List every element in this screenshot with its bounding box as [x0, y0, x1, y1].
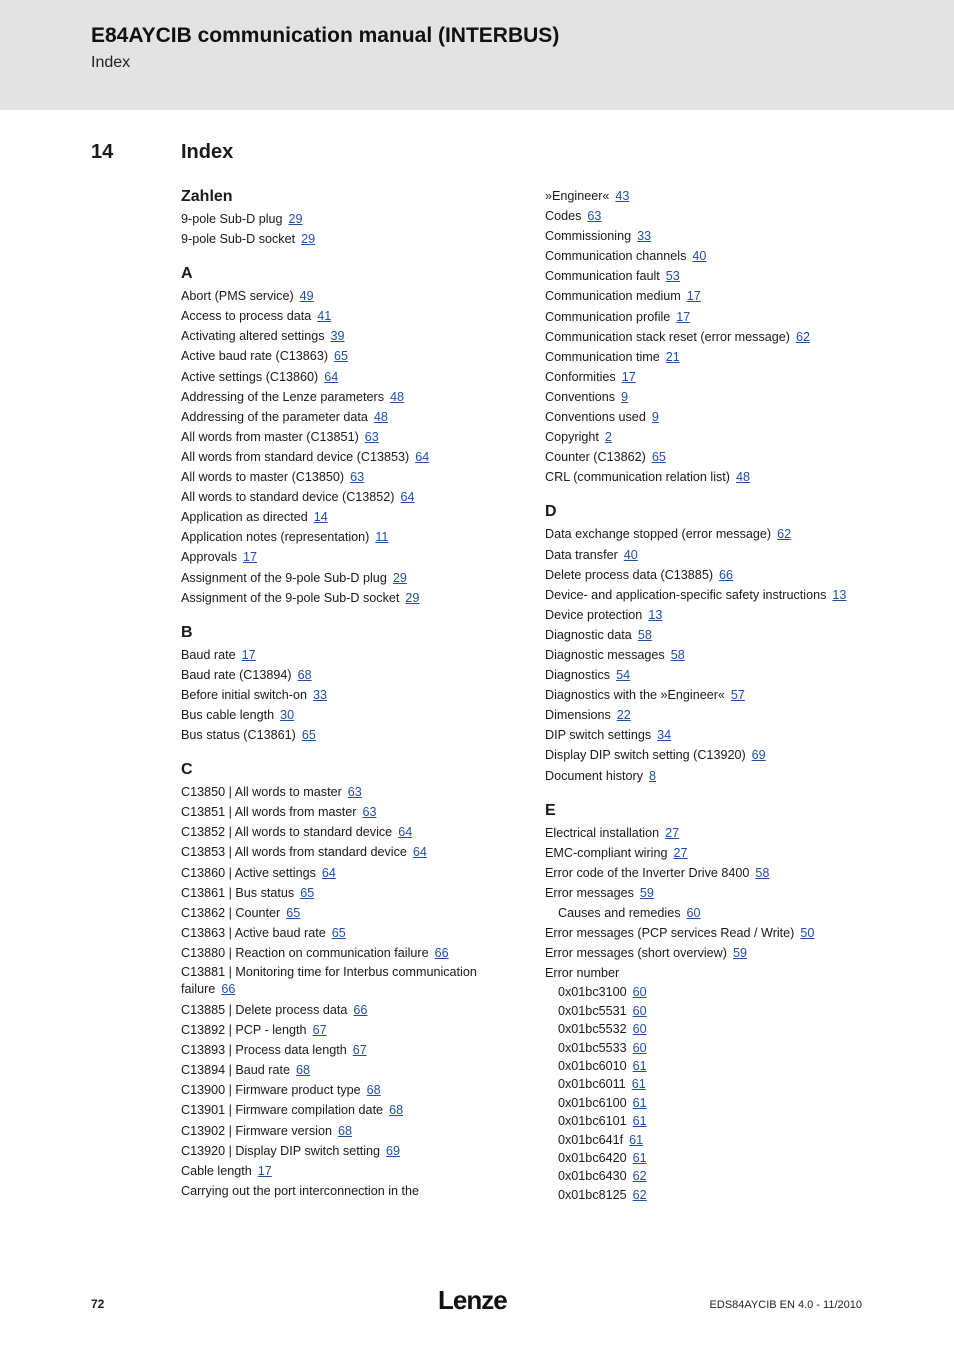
index-entry-text: C13862 | Counter [181, 905, 281, 920]
index-entry [545, 407, 885, 427]
index-entry [545, 1186, 885, 1204]
index-entry [181, 367, 511, 387]
index-entry [181, 1100, 511, 1120]
page-reference-link[interactable]: 29 [288, 212, 303, 226]
index-entry-text: Conventions [545, 389, 616, 404]
page-reference-link[interactable]: 63 [362, 805, 377, 820]
page-reference-link[interactable]: 48 [736, 470, 751, 485]
index-entry [545, 524, 885, 544]
index-letter-heading: A [181, 265, 193, 283]
index-entry-text: Data exchange stopped (error message) [545, 527, 772, 542]
index-entry [181, 802, 511, 822]
index-entry-text: 0x01bc5532 [558, 1022, 627, 1037]
index-entry-text: Conformities [545, 369, 616, 384]
page-reference-link[interactable]: 49 [299, 289, 314, 304]
index-entry-text: Counter (C13862) [545, 450, 646, 465]
index-entry [181, 923, 511, 943]
page-reference-link[interactable]: 66 [353, 1003, 368, 1017]
index-entry [181, 863, 511, 883]
page-reference-link[interactable]: 61 [631, 1077, 646, 1092]
page-reference-link[interactable]: 50 [800, 926, 815, 941]
index-entry [545, 685, 885, 705]
index-entry-text: C13892 | PCP - length [181, 1023, 307, 1038]
index-entry [545, 1002, 885, 1020]
document-title: E84AYCIB communication manual (INTERBUS) [91, 24, 560, 47]
page-reference-link[interactable]: 65 [300, 885, 315, 900]
index-entry [545, 266, 885, 286]
index-entry-text: Electrical installation [545, 825, 660, 840]
index-entry-text: All words to master (C13850) [181, 470, 345, 485]
page-reference-link[interactable]: 34 [657, 728, 672, 743]
index-entry-text: »Engineer« [545, 189, 610, 203]
page-reference-link[interactable]: 65 [651, 450, 666, 465]
page-number: 72 [91, 1297, 105, 1311]
index-group-continued [545, 186, 885, 487]
page-reference-link[interactable]: 69 [386, 1143, 401, 1158]
index-entry-text: Communication time [545, 349, 660, 364]
index-group-c [181, 759, 511, 1201]
page-reference-link[interactable]: 58 [755, 865, 770, 880]
index-entry-text: Diagnostic messages [545, 647, 665, 662]
page-reference-link[interactable]: 9 [621, 389, 629, 404]
index-entry-text: 0x01bc3100 [558, 985, 627, 1000]
index-entry-text: Activating altered settings [181, 329, 325, 344]
index-entry-text: Carrying out the port interconnection in the [181, 1183, 420, 1198]
index-entry-text: Delete process data (C13885) [545, 567, 714, 582]
index-entry-text: Error messages [545, 885, 634, 900]
index-entry [545, 903, 885, 923]
index-entry-text: Display DIP switch setting (C13920) [545, 748, 746, 763]
page-reference-link[interactable]: 58 [670, 647, 685, 662]
index-entry [181, 467, 511, 487]
page-reference-link[interactable]: 29 [405, 590, 420, 605]
index-entry-text: Bus cable length [181, 707, 275, 722]
document-subtitle: Index [91, 54, 131, 71]
index-entry-text: Device protection [545, 607, 643, 622]
index-entry [181, 407, 511, 427]
index-entry [181, 1080, 511, 1100]
index-entry [181, 963, 511, 1000]
index-entry [545, 387, 885, 407]
index-entry [181, 447, 511, 467]
index-entry [181, 507, 511, 527]
index-entry [545, 186, 885, 206]
page-reference-link[interactable]: 21 [665, 349, 680, 364]
index-entry-text: Data transfer [545, 547, 618, 562]
page-reference-link[interactable]: 65 [334, 349, 349, 364]
index-entry-text: Baud rate (C13894) [181, 667, 292, 682]
chapter-title: Index [181, 141, 234, 163]
index-entry-text: Before initial switch-on [181, 687, 307, 702]
index-entry [545, 605, 885, 625]
page-reference-link[interactable]: 54 [616, 668, 631, 683]
page-reference-link[interactable]: 65 [331, 925, 346, 940]
index-group-a [181, 263, 511, 608]
index-entry [545, 745, 885, 765]
page-reference-link[interactable]: 64 [412, 845, 427, 860]
index-entry-text: C13853 | All words from standard device [181, 845, 407, 860]
index-entry-text: Application notes (representation) [181, 530, 370, 545]
page-reference-link[interactable]: 17 [241, 647, 256, 662]
index-entry [545, 665, 885, 685]
index-entry-text: 0x01bc6420 [558, 1151, 627, 1166]
index-entry-text: Conventions used [545, 410, 646, 425]
index-entry [181, 842, 511, 862]
index-entry [181, 685, 511, 705]
page-reference-link[interactable]: 66 [719, 567, 734, 582]
index-entry [545, 467, 885, 487]
index-entry-text: Document history [545, 768, 643, 783]
index-entry [181, 1040, 511, 1060]
page-reference-link[interactable]: 57 [730, 688, 745, 703]
index-letter-heading: Zahlen [181, 188, 233, 205]
index-entry [181, 346, 511, 366]
index-entry [545, 843, 885, 863]
index-entry [181, 487, 511, 507]
index-entry-text: 0x01bc5533 [558, 1040, 627, 1055]
page-reference-link[interactable]: 68 [297, 667, 312, 682]
page-reference-link[interactable]: 13 [648, 607, 663, 622]
chapter-number: 14 [91, 141, 114, 163]
index-entry [545, 645, 885, 665]
page-reference-link[interactable]: 29 [301, 232, 316, 247]
index-letter-heading: D [545, 503, 557, 521]
page-reference-link[interactable]: 30 [280, 707, 295, 722]
index-entry-text: Addressing of the parameter data [181, 409, 368, 424]
lenze-logo: Lenze [438, 1285, 507, 1315]
page-reference-link[interactable]: 64 [400, 490, 415, 505]
page-reference-link[interactable]: 62 [795, 329, 810, 344]
index-entry-text: C13881 | Monitoring time for Interbus communication failure [181, 965, 477, 996]
page-reference-link[interactable]: 14 [313, 510, 328, 525]
index-entry [545, 585, 885, 605]
page-reference-link[interactable]: 65 [301, 728, 316, 743]
page-reference-link[interactable]: 63 [350, 470, 365, 485]
index-letter-heading: B [181, 623, 193, 641]
index-entry [545, 367, 885, 387]
index-group-b [181, 622, 511, 745]
page-reference-link[interactable]: 66 [221, 982, 236, 996]
index-entry-text: C13863 | Active baud rate [181, 925, 326, 940]
index-group-e [545, 800, 885, 1205]
index-entry [545, 725, 885, 745]
index-entry-text: C13885 | Delete process data [181, 1003, 348, 1017]
index-entry [181, 705, 511, 725]
page-header [0, 0, 954, 110]
page-reference-link[interactable]: 63 [364, 429, 379, 444]
index-entry [181, 568, 511, 588]
index-entry-text: 9-pole Sub-D plug [181, 212, 283, 226]
index-entry-text: C13850 | All words to master [181, 785, 342, 800]
index-entry [181, 883, 511, 903]
index-entry-text: C13851 | All words from master [181, 805, 357, 820]
index-entry [181, 326, 511, 346]
page-reference-link[interactable]: 9 [651, 410, 659, 425]
index-entry-text: Application as directed [181, 510, 308, 525]
index-entry [545, 347, 885, 367]
index-entry [545, 427, 885, 447]
page-reference-link[interactable]: 17 [243, 550, 258, 565]
index-entry-text: Communication medium [545, 289, 681, 304]
page-reference-link[interactable]: 29 [392, 570, 407, 585]
index-entry-text: Active settings (C13860) [181, 369, 319, 384]
index-entry [181, 943, 511, 963]
page-reference-link[interactable]: 33 [313, 687, 328, 702]
index-entry-text: Commissioning [545, 229, 632, 244]
page-reference-link[interactable]: 17 [676, 309, 691, 324]
index-entry-text: 0x01bc6101 [558, 1114, 627, 1129]
page-reference-link[interactable]: 64 [398, 825, 413, 840]
index-entry [545, 1094, 885, 1112]
page-reference-link[interactable]: 64 [324, 369, 339, 384]
index-entry-text: C13861 | Bus status [181, 885, 295, 900]
index-entry [181, 782, 511, 802]
index-entry [545, 565, 885, 585]
index-entry-text: Communication channels [545, 249, 687, 264]
index-entry [545, 327, 885, 347]
index-entry [181, 645, 511, 665]
index-entry-text: Codes [545, 209, 582, 224]
page-reference-link[interactable]: 60 [632, 1022, 647, 1037]
index-entry [545, 1112, 885, 1130]
index-entry-text: C13852 | All words to standard device [181, 825, 393, 840]
page-reference-link[interactable]: 43 [615, 189, 630, 203]
index-entry-text: Communication fault [545, 269, 660, 284]
page-reference-link[interactable]: 68 [366, 1083, 381, 1098]
index-entry [181, 1161, 511, 1181]
index-entry [181, 903, 511, 923]
index-entry-text: Assignment of the 9-pole Sub-D plug [181, 570, 387, 585]
index-entry [545, 823, 885, 843]
index-entry [181, 1000, 511, 1020]
page-reference-link[interactable]: 59 [639, 885, 654, 900]
index-group-d [545, 501, 885, 785]
page-reference-link[interactable]: 53 [665, 269, 680, 284]
index-entry-text: 0x01bc8125 [558, 1187, 627, 1202]
index-entry-text: 0x01bc641f [558, 1132, 624, 1147]
index-entry-text: C13900 | Firmware product type [181, 1083, 361, 1098]
page-reference-link[interactable]: 61 [632, 1095, 647, 1110]
page-reference-link[interactable]: 17 [257, 1163, 272, 1178]
index-entry-text: Access to process data [181, 309, 312, 324]
index-entry-text: Error number [545, 966, 620, 981]
index-entry-text: C13860 | Active settings [181, 865, 316, 880]
index-entry-text: Diagnostics [545, 668, 611, 683]
index-entry-text: C13880 | Reaction on communication failure [181, 945, 429, 960]
index-entry [181, 1060, 511, 1080]
index-entry [181, 547, 511, 567]
page-reference-link[interactable]: 60 [632, 985, 647, 1000]
index-group-zahlen [181, 186, 511, 249]
page-reference-link[interactable]: 11 [375, 530, 389, 545]
index-entry-text: Dimensions [545, 708, 611, 723]
index-entry [545, 286, 885, 306]
index-entry [181, 387, 511, 407]
page-reference-link[interactable]: 41 [317, 309, 332, 324]
index-entry [545, 1057, 885, 1075]
index-entry-text: Communication stack reset (error message) [545, 329, 790, 344]
page-reference-link[interactable]: 61 [632, 1059, 647, 1073]
index-entry [181, 725, 511, 745]
page-reference-link[interactable]: 60 [632, 1003, 647, 1018]
page-reference-link[interactable]: 27 [665, 825, 680, 840]
document-reference: EDS84AYCIB EN 4.0 - 11/2010 [709, 1299, 862, 1311]
index-entry-text: Bus status (C13861) [181, 728, 296, 743]
index-entry-text: DIP switch settings [545, 728, 652, 743]
index-entry [545, 983, 885, 1001]
index-entry [181, 427, 511, 447]
index-column-right [545, 186, 885, 1218]
index-entry-text: 0x01bc6430 [558, 1169, 627, 1184]
index-entry-text: 9-pole Sub-D socket [181, 232, 296, 247]
index-entry [181, 1121, 511, 1141]
index-entry [181, 1020, 511, 1040]
index-entry [181, 306, 511, 326]
page-reference-link[interactable]: 17 [686, 289, 701, 304]
index-entry-text: CRL (communication relation list) [545, 470, 731, 485]
page-reference-link[interactable]: 63 [347, 785, 362, 800]
page-reference-link[interactable]: 13 [832, 587, 847, 602]
index-entry [545, 705, 885, 725]
index-entry [181, 527, 511, 547]
page-reference-link[interactable]: 62 [632, 1187, 647, 1202]
page-reference-link[interactable]: 68 [337, 1123, 352, 1138]
page-reference-link[interactable]: 40 [623, 547, 638, 562]
index-entry [181, 1141, 511, 1161]
index-entry-text: Communication profile [545, 309, 671, 324]
index-entry-text: Error messages (PCP services Read / Write) [545, 926, 795, 941]
index-entry [545, 307, 885, 327]
index-entry [181, 229, 511, 249]
index-entry-text: All words from standard device (C13853) [181, 449, 410, 464]
index-entry-text: Approvals [181, 550, 238, 565]
page-reference-link[interactable]: 40 [692, 249, 707, 264]
index-entry-text: Causes and remedies [558, 906, 681, 920]
page-reference-link[interactable]: 48 [373, 409, 388, 424]
page-reference-link[interactable]: 60 [686, 906, 701, 920]
index-entry [545, 206, 885, 226]
page-reference-link[interactable]: 62 [632, 1169, 647, 1184]
index-entry [545, 545, 885, 565]
index-entry-text: Diagnostic data [545, 627, 632, 642]
index-entry [545, 447, 885, 467]
index-entry-text: All words from master (C13851) [181, 429, 359, 444]
page-reference-link[interactable]: 58 [637, 627, 652, 642]
page-reference-link[interactable]: 61 [632, 1151, 647, 1166]
index-entry [545, 943, 885, 963]
index-entry [545, 766, 885, 786]
page-reference-link[interactable]: 64 [321, 865, 336, 880]
index-entry [545, 625, 885, 645]
page-reference-link[interactable]: 66 [434, 945, 449, 960]
index-entry-text: 0x01bc6011 [558, 1077, 626, 1092]
page-reference-link[interactable]: 64 [415, 449, 430, 464]
index-entry-text: C13893 | Process data length [181, 1043, 347, 1058]
index-entry [181, 1181, 511, 1201]
page-reference-link[interactable]: 60 [632, 1040, 647, 1055]
index-entry-text: C13901 | Firmware compilation date [181, 1103, 384, 1118]
page-reference-link[interactable]: 8 [649, 768, 657, 783]
index-entry-text: Baud rate [181, 647, 236, 662]
index-entry [545, 883, 885, 903]
index-entry-text: 0x01bc6100 [558, 1095, 627, 1110]
index-entry-text: All words to standard device (C13852) [181, 490, 395, 505]
index-entry-text: Error code of the Inverter Drive 8400 [545, 865, 750, 880]
index-entry-text: 0x01bc6010 [558, 1059, 627, 1073]
page-reference-link[interactable]: 22 [616, 708, 631, 723]
page-reference-link[interactable]: 69 [751, 748, 766, 763]
index-entry-text: 0x01bc5531 [558, 1003, 627, 1018]
index-entry-text: C13894 | Baud rate [181, 1063, 290, 1078]
page-reference-link[interactable]: 39 [330, 329, 345, 344]
page-reference-link[interactable]: 67 [312, 1023, 327, 1038]
index-entry [545, 1149, 885, 1167]
page-reference-link[interactable]: 68 [296, 1063, 311, 1078]
index-entry-text: Copyright [545, 430, 599, 445]
index-entry-text: Assignment of the 9-pole Sub-D socket [181, 590, 400, 605]
index-entry [181, 665, 511, 685]
index-entry-text: Device- and application-specific safety instructions [545, 587, 827, 602]
index-letter-heading: C [181, 761, 193, 779]
page-reference-link[interactable]: 61 [632, 1114, 647, 1129]
index-entry [545, 863, 885, 883]
page-reference-link[interactable]: 61 [629, 1132, 644, 1147]
index-column-left [181, 186, 511, 1215]
page-reference-link[interactable]: 62 [777, 527, 792, 542]
index-entry [545, 963, 885, 983]
index-entry [545, 1039, 885, 1057]
page-reference-link[interactable]: 48 [390, 389, 405, 404]
index-entry-text: EMC-compliant wiring [545, 845, 668, 860]
index-entry [181, 286, 511, 306]
index-letter-heading: E [545, 801, 556, 819]
index-entry [545, 1167, 885, 1185]
index-entry [545, 1131, 885, 1149]
page-reference-link[interactable]: 59 [732, 946, 747, 961]
index-entry-text: Addressing of the Lenze parameters [181, 389, 385, 404]
page-reference-link[interactable]: 27 [673, 845, 688, 860]
index-entry-text: Error messages (short overview) [545, 946, 727, 961]
index-entry [545, 246, 885, 266]
index-entry-text: Diagnostics with the »Engineer« [545, 688, 725, 703]
index-entry [545, 1020, 885, 1038]
index-entry [545, 923, 885, 943]
page-reference-link[interactable]: 33 [637, 229, 652, 244]
index-entry-text: Abort (PMS service) [181, 289, 294, 304]
page-reference-link[interactable]: 68 [389, 1103, 404, 1118]
page-reference-link[interactable]: 67 [352, 1043, 367, 1058]
index-entry [181, 822, 511, 842]
index-entry-text: Active baud rate (C13863) [181, 349, 329, 364]
page-reference-link[interactable]: 65 [286, 905, 301, 920]
page-reference-link[interactable]: 63 [587, 209, 602, 224]
index-entry [181, 209, 511, 229]
index-entry [181, 588, 511, 608]
page-reference-link[interactable]: 2 [604, 430, 612, 445]
index-entry-text: C13920 | Display DIP switch setting [181, 1143, 381, 1158]
index-entry-text: C13902 | Firmware version [181, 1123, 332, 1138]
index-entry [545, 1075, 885, 1093]
index-entry [545, 226, 885, 246]
index-entry-text: Cable length [181, 1163, 252, 1178]
page-reference-link[interactable]: 17 [621, 369, 636, 384]
